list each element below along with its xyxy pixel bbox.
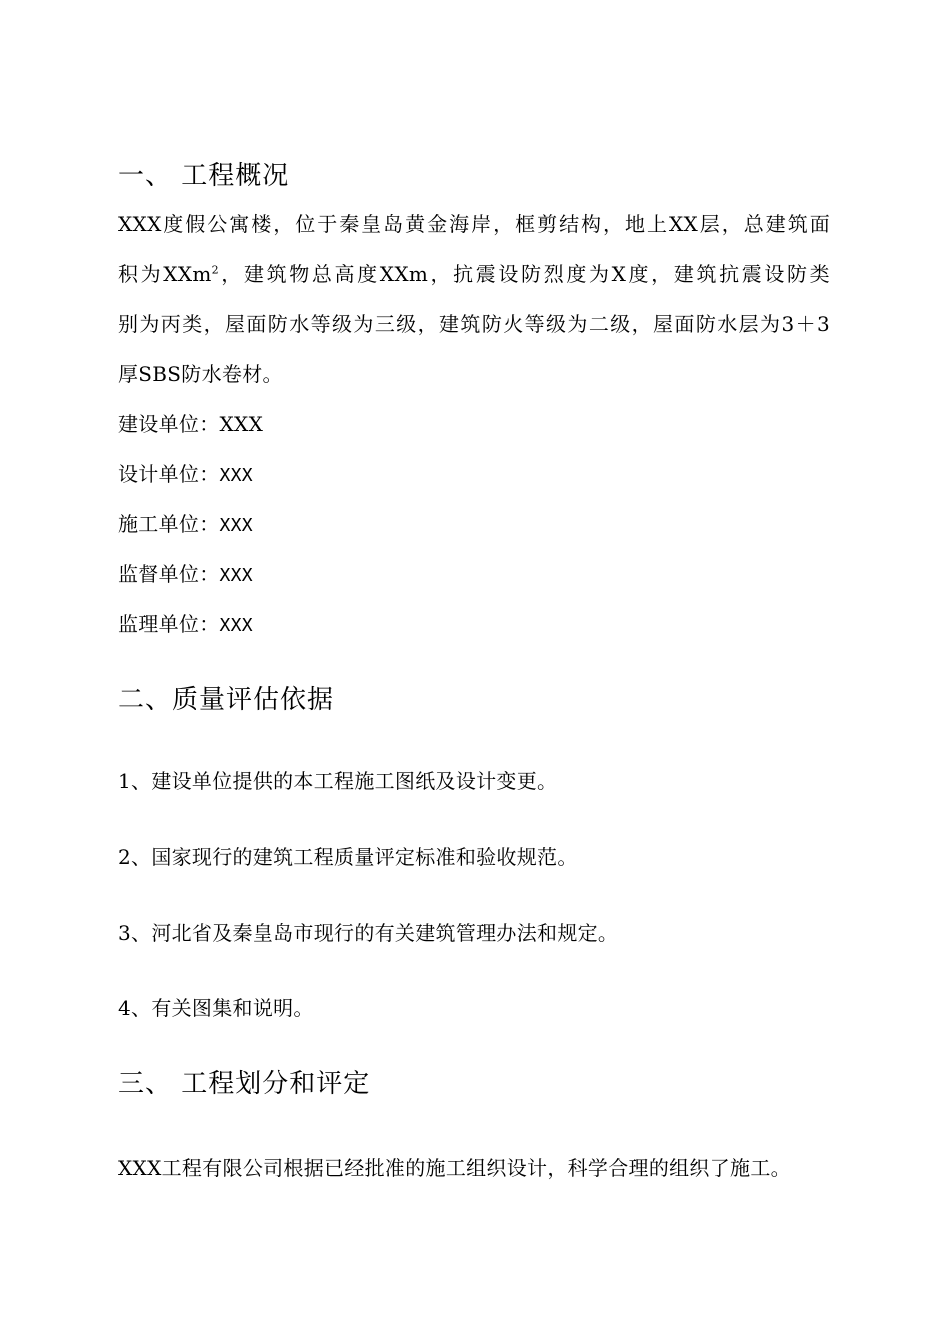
basis-item-2: 2、国家现行的建筑工程质量评定标准和验收规范。 [118, 845, 578, 869]
unit-supervision [118, 561, 253, 589]
basis-item-4: 4、有关图集和说明。 [118, 996, 314, 1020]
unit-label: 施工单位： [118, 512, 220, 536]
unit-value: XXX [219, 465, 253, 486]
section1-title: 一、 工程概况 [118, 161, 290, 191]
unit-value: XXX [219, 412, 264, 436]
overview-line-2 [118, 261, 830, 287]
unit-inspection [118, 611, 253, 639]
overview-line-1: XXX度假公寓楼，位于秦皇岛黄金海岸，框剪结构，地上XX层，总建筑面 [118, 212, 830, 236]
unit-label: 监督单位： [118, 562, 220, 586]
area-unit-superscript: 2 [211, 263, 219, 277]
overview-line-4: 厚SBS防水卷材。 [118, 362, 283, 386]
unit-design [118, 461, 253, 489]
unit-builder [118, 511, 253, 539]
unit-label: 设计单位： [118, 462, 220, 486]
section3-title: 三、 工程划分和评定 [118, 1069, 371, 1099]
unit-construction [118, 411, 263, 437]
basis-item-1: 1、建设单位提供的本工程施工图纸及设计变更。 [118, 769, 558, 793]
unit-value: XXX [219, 565, 253, 586]
unit-value: XXX [219, 615, 253, 636]
basis-item-3: 3、河北省及秦皇岛市现行的有关建筑管理办法和规定。 [118, 921, 619, 945]
unit-label: 建设单位： [118, 412, 220, 436]
overview-line-2-rest: ，建筑物总高度XXm，抗震设防烈度为X度，建筑抗震设防类 [218, 262, 830, 286]
overview-line-3: 别为丙类，屋面防水等级为三级，建筑防火等级为二级，屋面防水层为3＋3 [118, 312, 830, 336]
unit-label: 监理单位： [118, 612, 220, 636]
overview-line-2-text: 积为XXm [118, 262, 212, 286]
division-paragraph: XXX工程有限公司根据已经批准的施工组织设计，科学合理的组织了施工。 [118, 1156, 791, 1180]
unit-value: XXX [219, 515, 253, 536]
section2-title: 二、质量评估依据 [118, 685, 335, 715]
